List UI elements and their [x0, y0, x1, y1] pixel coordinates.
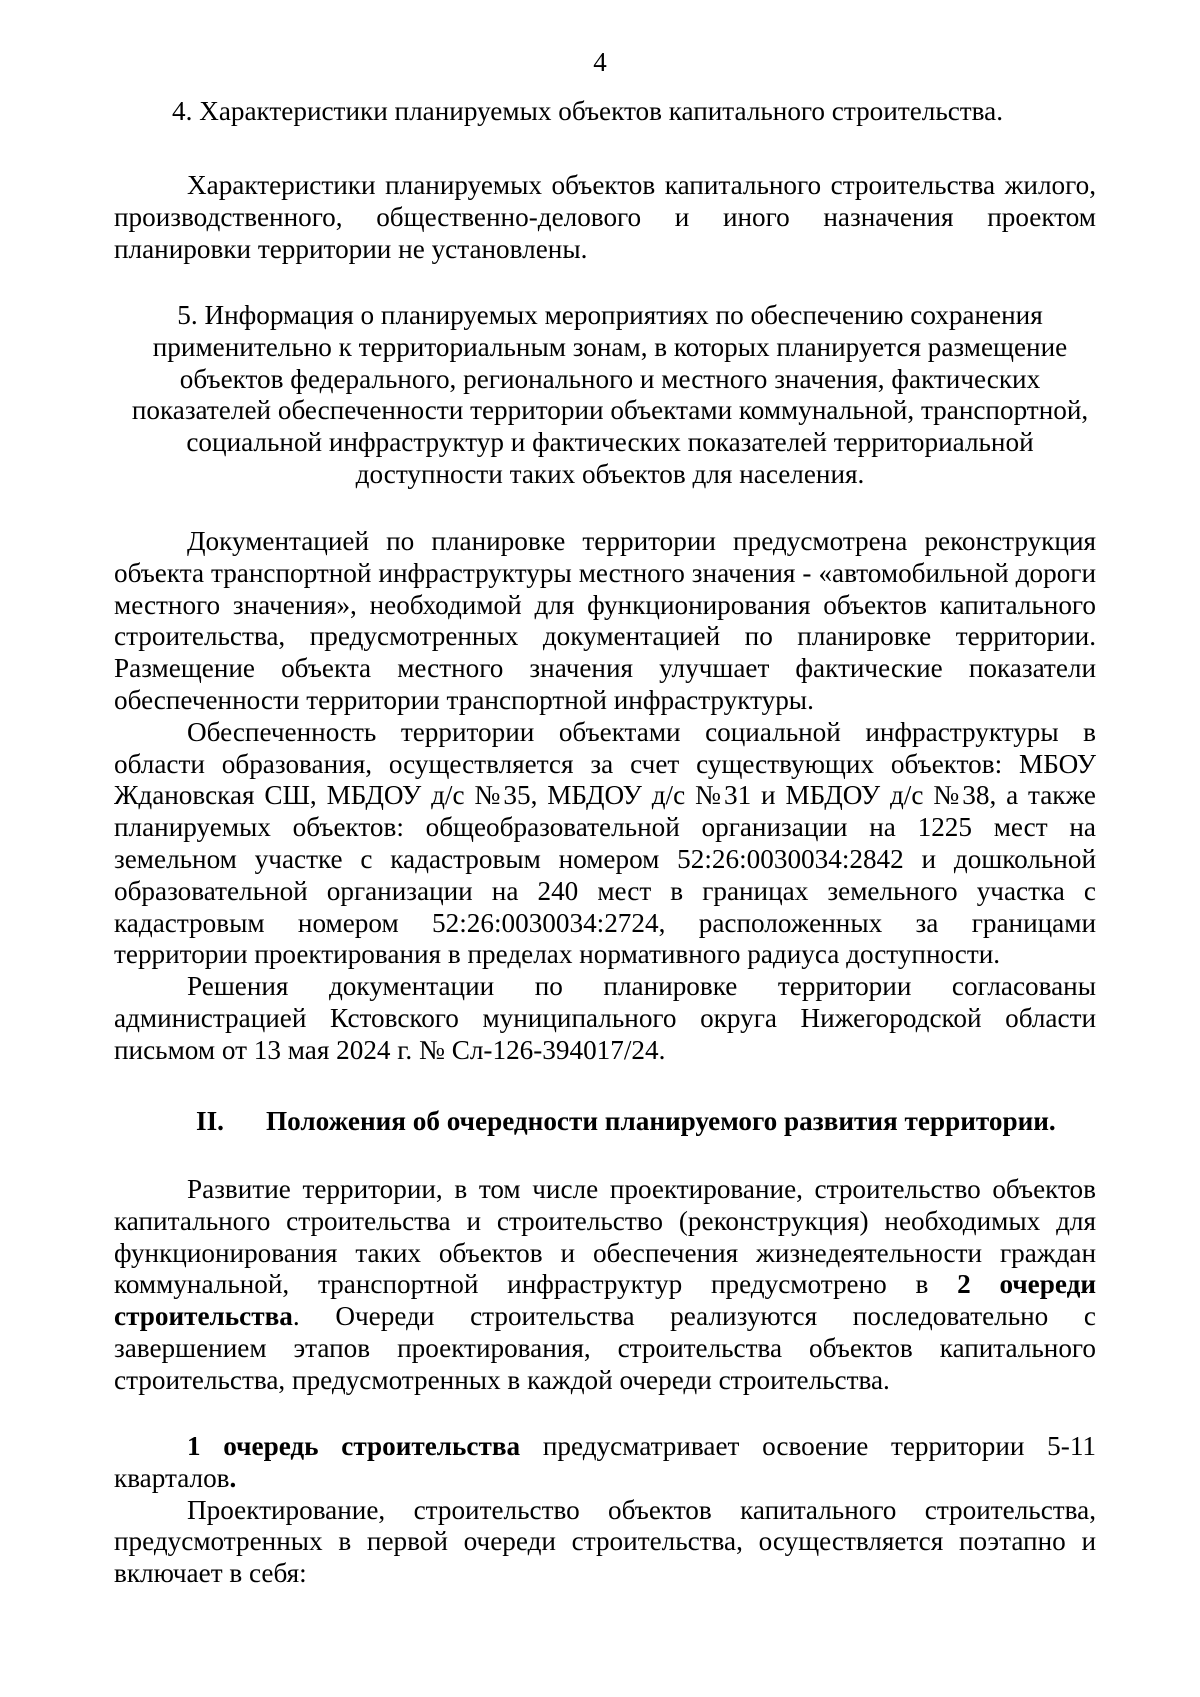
- paragraph-transport: Документацией по планировке территории предусмотрена реконструкция объекта транспортной инфраструктуры местного значения - «автомобильной дороги местного значения», необходимой для функционирования объектов капитального строительства, предусмотренных документацией по планировке территории. Размещение объекта местного значения улучшает фактические показатели обеспеченности территории транспортной инфраструктуры.: [114, 526, 1096, 715]
- development-paragraph: [114, 1174, 1096, 1397]
- stage-1-text: предусматривает освоение территории 5-11 кварталов: [114, 1431, 1096, 1493]
- stage-1-lead: [114, 1431, 1096, 1495]
- stage-1-period: .: [229, 1462, 237, 1493]
- section-4-heading: 4. Характеристики планируемых объектов капитального строительства.: [172, 96, 1004, 126]
- section-2-number: II.: [196, 1106, 224, 1136]
- development-bold-queues: 2 очереди строительства: [114, 1269, 1096, 1332]
- paragraph-social: Обеспеченность территории объектами социальной инфраструктуры в области образования, осуществляется за счет существующих объектов: МБОУ Ждановская СШ, МБДОУ д/с №35, МБДОУ д/с №31 и МБДОУ д/с №38, а также планируемых объектов: общеобразовательной организации на 1225 мест на земельном участке с кадастровым номером 52:26:0030034:2842 и дошкольной образовательной организации на 240 мест в границах земельного участка с кадастровым номером 52:26:0030034:2724, расположенных за границами территории проектирования в пределах нормативного радиуса доступности.: [114, 716, 1096, 970]
- stage-1-paragraph: Проектирование, строительство объектов капитального строительства, предусмотренных в первой очереди строительства, осуществляется поэтапно и включает в себя:: [114, 1494, 1096, 1589]
- development-text-after: . Очереди строительства реализуются последовательно с завершением этапов проектирования, строительства объектов капитального строительства, предусмотренных в каждой очереди строительства.: [114, 1301, 1096, 1395]
- section-4-body: Характеристики планируемых объектов капитального строительства жилого, производственного, общественно-делового и иного назначения проектом планировки территории не установлены.: [114, 170, 1096, 264]
- page-number: 4: [593, 47, 607, 77]
- section-5-body: [114, 526, 1096, 1067]
- stage-1-bold: 1 очередь строительства: [187, 1431, 521, 1461]
- section-5-heading: 5. Информация о планируемых мероприятиях по обеспечению сохранения применительно к территориальным зонам, в которых планируется размещение объектов федерального, регионального и местного значения, фактических показателей обеспеченности территории объектами коммунальной, транспортной, социальной инфраструктур и фактических показателей территориальной доступности таких объектов для населения.: [131, 300, 1089, 489]
- paragraph-approval: Решения документации по планировке территории согласованы администрацией Кстовского муниципального округа Нижегородской области письмом от 13 мая 2024 г. № Сл-126-394017/24.: [114, 971, 1096, 1065]
- development-text-before: Развитие территории, в том числе проектирование, строительство объектов капитального строительства и строительство (реконструкция) необходимых для функционирования таких объектов и обеспечения жизнедеятельности граждан коммунальной, транспортной инфраструктур предусмотрено в: [114, 1174, 1096, 1300]
- section-2-title: Положения об очередности планируемого развития территории.: [266, 1106, 1056, 1136]
- stage-1-section: [114, 1431, 1096, 1590]
